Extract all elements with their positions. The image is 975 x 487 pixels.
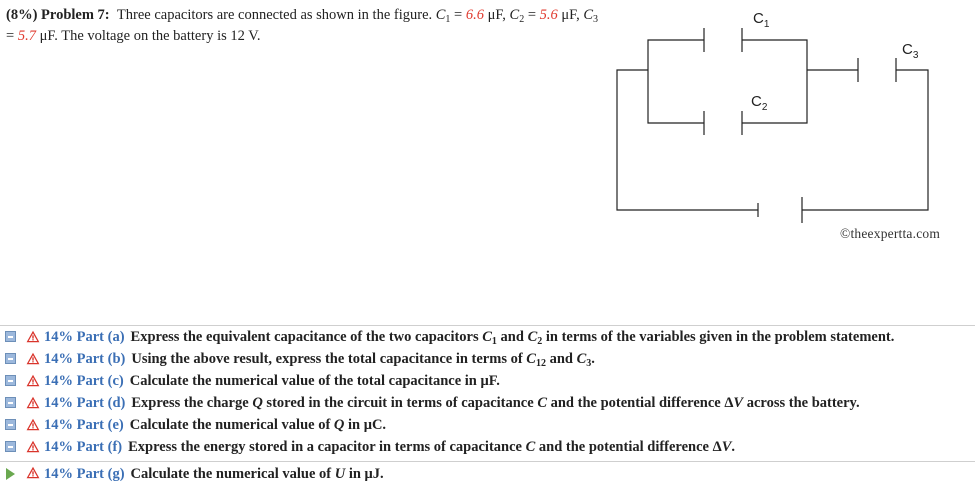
collapse-icon[interactable]	[5, 375, 16, 386]
equals-sign: =	[6, 28, 15, 44]
part-label[interactable]: 14% Part (f) Express the energy stored in a capacitor in terms of capacitance C and the potential difference ΔV.	[44, 439, 735, 455]
part-label[interactable]: 14% Part (c) Calculate the numerical value of the total capacitance in μF.	[44, 373, 500, 389]
part-question: Express the energy stored in a capacitor in terms of capacitance C and the potential difference ΔV.	[128, 439, 735, 455]
unit-uf-end: μF.	[39, 28, 58, 44]
warning-icon	[26, 466, 40, 479]
part-label[interactable]: 14% Part (e) Calculate the numerical value of Q in μC.	[44, 417, 387, 433]
part-row[interactable]	[0, 325, 975, 348]
equals-sign: =	[454, 7, 463, 23]
problem-title: Problem 7:	[41, 7, 110, 23]
problem-percent: (8%)	[6, 7, 38, 23]
part-question: Calculate the numerical value of the total capacitance in μF.	[129, 373, 500, 389]
part-label[interactable]: 14% Part (g) Calculate the numerical value of U in μJ.	[44, 466, 384, 482]
collapse-icon[interactable]	[5, 419, 16, 430]
wire-c1-right	[742, 40, 807, 123]
part-question: Using the above result, express the total capacitance in terms of $C_{12}$ and $C_3$.	[131, 351, 595, 369]
problem-text-1: Three capacitors are connected as shown in the figure.	[116, 7, 433, 23]
part-row[interactable]	[0, 436, 975, 458]
warning-icon	[26, 440, 40, 453]
part-question: Calculate the numerical value of Q in μC.	[129, 417, 387, 433]
c2-label: $C_2$	[751, 93, 768, 113]
warning-icon	[26, 330, 40, 343]
c1-value: 6.6	[465, 7, 484, 23]
part-row[interactable]	[0, 461, 975, 486]
part-question: Calculate the numerical value of U in μJ.	[130, 466, 384, 482]
warning-icon	[26, 418, 40, 431]
part-label[interactable]: 14% Part (b) Using the above result, express the total capacitance in terms of $C_{12}$ and $C_3$.	[44, 351, 595, 369]
part-row[interactable]	[0, 392, 975, 414]
c3-label: $C_3$	[902, 41, 919, 61]
c2-subscript: 2	[519, 14, 525, 25]
warning-icon	[26, 352, 40, 365]
c2-value: 5.6	[539, 7, 558, 23]
part-label[interactable]: 14% Part (a) Express the equivalent capacitance of the two capacitors $C_1$ and $C_2$ in terms of the variables given in the problem statement.	[44, 329, 895, 347]
part-row[interactable]	[0, 370, 975, 392]
unit-uf: μF,	[561, 7, 580, 23]
collapse-icon[interactable]	[5, 331, 16, 342]
collapse-icon[interactable]	[5, 441, 16, 452]
copyright-text: ©theexpertta.com	[840, 226, 941, 241]
c3-subscript: 3	[593, 14, 599, 25]
problem-text-2: The voltage on the battery is 12 V.	[61, 28, 261, 44]
warning-icon	[26, 374, 40, 387]
wire-c1-left	[648, 40, 704, 123]
part-row[interactable]	[0, 348, 975, 370]
warning-icon	[26, 396, 40, 409]
expand-arrow-icon[interactable]	[6, 468, 15, 480]
c3-value: 5.7	[17, 28, 36, 44]
c1-symbol: C	[435, 7, 446, 23]
c1-subscript: 1	[445, 14, 451, 25]
part-row[interactable]	[0, 414, 975, 436]
c1-label: $C_1$	[753, 10, 770, 30]
equals-sign: =	[527, 7, 537, 23]
part-question: Express the charge Q stored in the circuit in terms of capacitance C and the potential difference ΔV across the battery.	[131, 395, 860, 411]
c2-symbol: C	[509, 7, 520, 23]
part-question: Express the equivalent capacitance of the two capacitors $C_1$ and $C_2$ in terms of the variables given in the problem statement.	[130, 329, 895, 347]
collapse-icon[interactable]	[5, 353, 16, 364]
wire-c3-right	[802, 70, 928, 210]
wire-battery-left	[617, 70, 758, 210]
collapse-icon[interactable]	[5, 397, 16, 408]
c3-symbol: C	[583, 7, 594, 23]
unit-uf: μF,	[487, 7, 506, 23]
part-label[interactable]: 14% Part (d) Express the charge Q stored in the circuit in terms of capacitance C and the potential difference ΔV across the battery.	[44, 395, 860, 411]
parts-list	[0, 325, 975, 486]
